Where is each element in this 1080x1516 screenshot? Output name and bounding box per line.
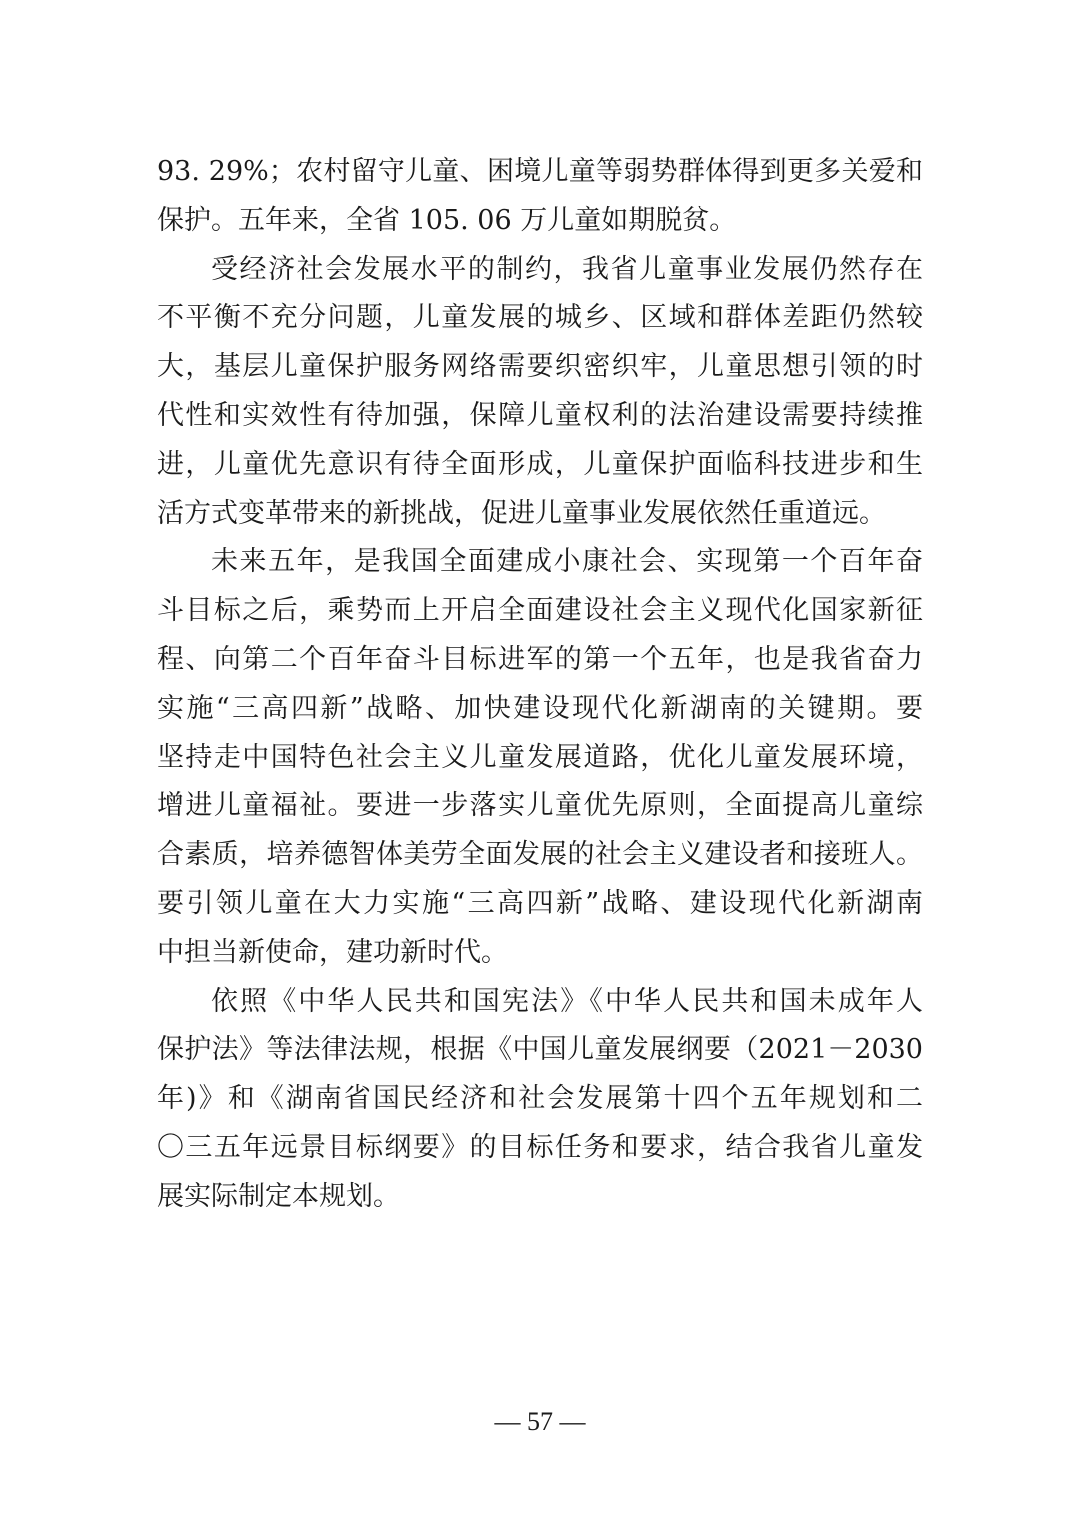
text-line: 中担当新使命，建功新时代。: [157, 936, 508, 968]
text-line: 活方式变革带来的新挑战，促进儿童事业发展依然任重道远。: [157, 497, 886, 529]
paragraph: [157, 148, 923, 246]
text-line: 〇三五年远景目标纲要》的目标任务和要求，结合我省儿童发: [157, 1131, 923, 1163]
text-line: 代性和实效性有待加强，保障儿童权利的法治建设需要持续推: [157, 399, 923, 431]
text-line: 合素质，培养德智体美劳全面发展的社会主义建设者和接班人。: [157, 839, 923, 871]
text-line: 年)》和《湖南省国民经济和社会发展第十四个五年规划和二: [157, 1083, 923, 1115]
text-line: 要引领儿童在大力实施“三高四新”战略、建设现代化新湖南: [157, 887, 923, 919]
text-line: 保护。五年来，全省 105. 06 万儿童如期脱贫。: [157, 204, 737, 236]
paragraph: [157, 978, 923, 1222]
text-line: 程、向第二个百年奋斗目标进军的第一个五年，也是我省奋力: [157, 643, 923, 675]
paragraph: [157, 538, 923, 977]
text-line: 实施“三高四新”战略、加快建设现代化新湖南的关键期。要: [157, 692, 923, 724]
text-line: 大，基层儿童保护服务网络需要织密织牢，儿童思想引领的时: [157, 351, 923, 383]
paragraph: [157, 246, 923, 539]
text-line: 展实际制定本规划。: [157, 1180, 400, 1212]
text-line: 未来五年，是我国全面建成小康社会、实现第一个百年奋: [211, 546, 923, 578]
text-line: 依照《中华人民共和国宪法》《中华人民共和国未成年人: [211, 985, 923, 1017]
body-text: [157, 148, 923, 1222]
text-line: 进，儿童优先意识有待全面形成，儿童保护面临科技进步和生: [157, 448, 923, 480]
page-number: — 57 —: [494, 1407, 586, 1436]
text-line: 斗目标之后，乘势而上开启全面建设社会主义现代化国家新征: [157, 595, 923, 627]
text-line: 保护法》等法律法规，根据《中国儿童发展纲要（2021－2030: [157, 1034, 923, 1066]
text-line: 受经济社会发展水平的制约，我省儿童事业发展仍然存在: [211, 253, 923, 285]
text-line: 不平衡不充分问题，儿童发展的城乡、区域和群体差距仍然较: [157, 302, 923, 334]
text-line: 增进儿童福祉。要进一步落实儿童优先原则，全面提高儿童综: [157, 790, 923, 822]
text-line: 坚持走中国特色社会主义儿童发展道路，优化儿童发展环境，: [157, 741, 923, 773]
text-line: 93. 29%；农村留守儿童、困境儿童等弱势群体得到更多关爱和: [157, 156, 923, 187]
